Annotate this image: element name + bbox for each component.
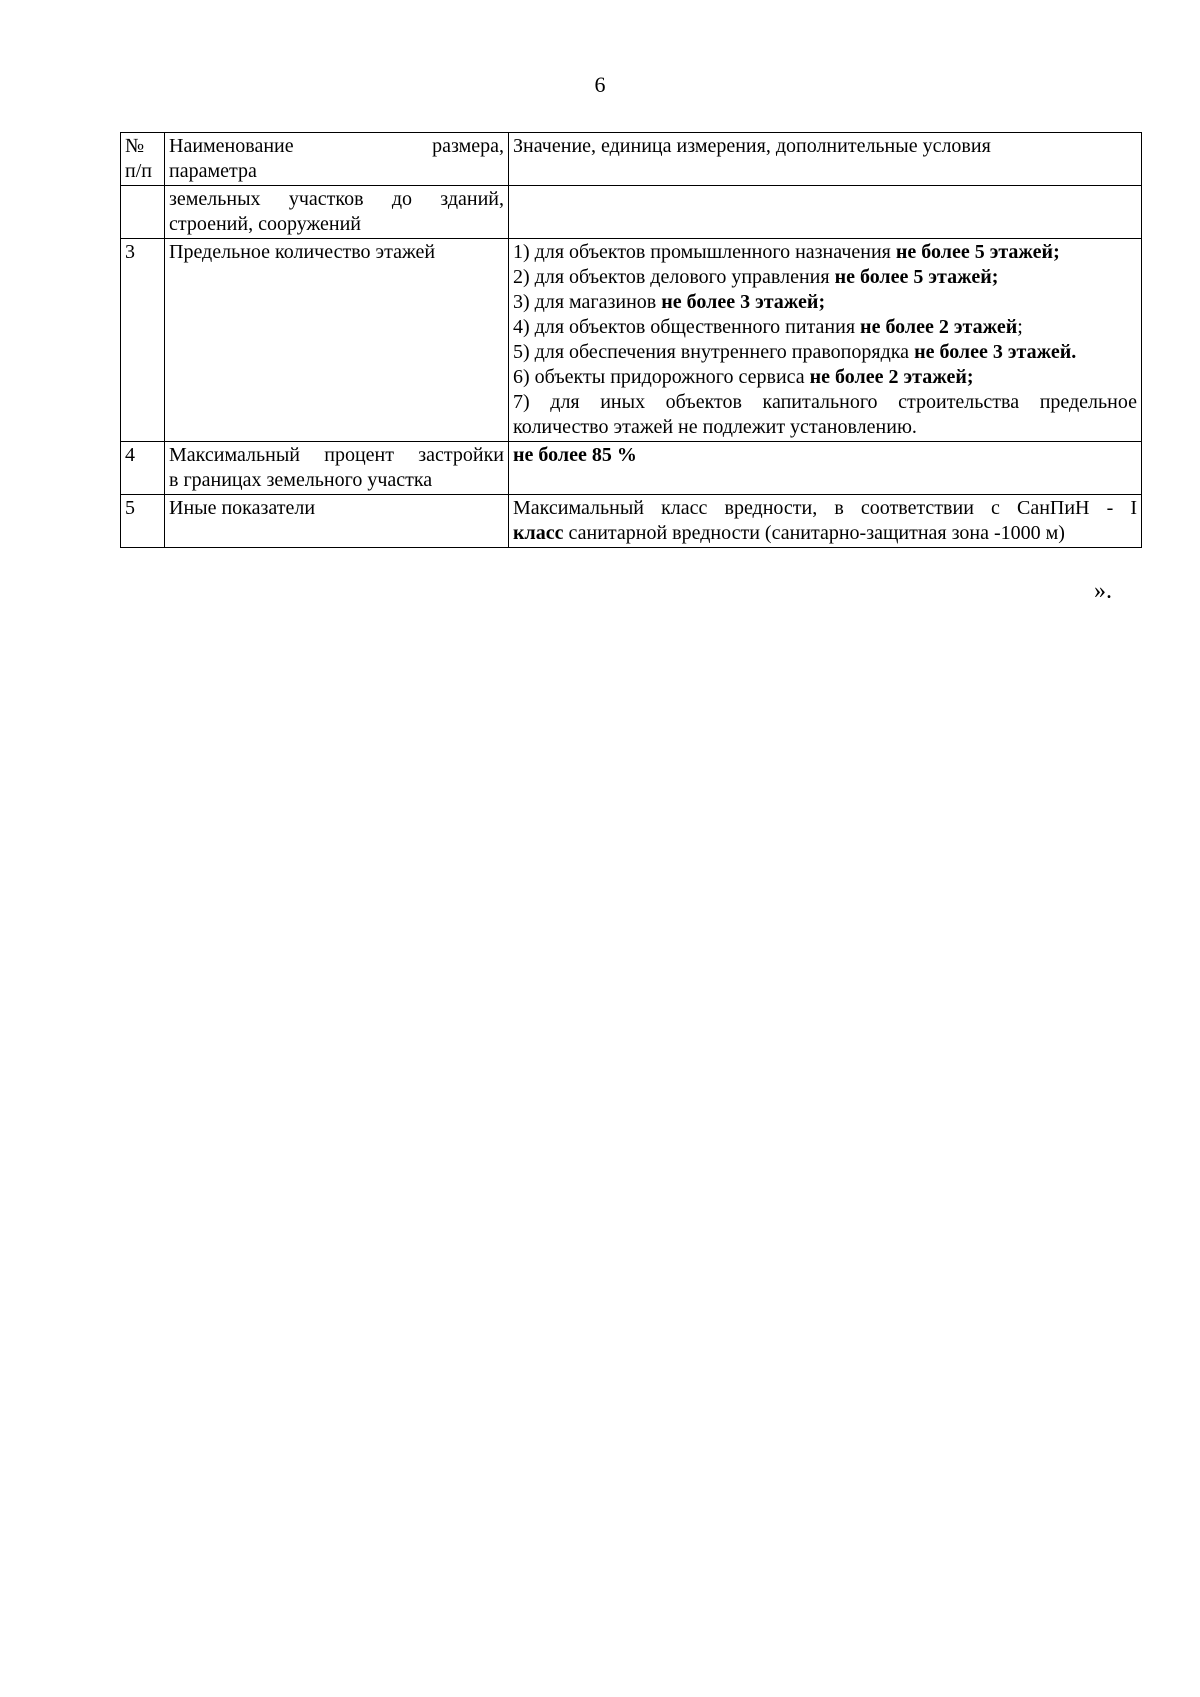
header-number-line2: п/п xyxy=(125,160,152,182)
hazard-class-line1: Максимальный класс вредности, в соответствии с СанПиН - I xyxy=(513,497,1137,519)
header-name-word2: размера, xyxy=(432,135,504,157)
row-name-line2: в границах земельного участка xyxy=(169,469,433,491)
row-name-line1: Максимальный процент застройки xyxy=(169,444,504,466)
row-name-line1: земельных участков до зданий, xyxy=(169,188,504,210)
hazard-class-line2: класс санитарной вредности (санитарно-защитная зона -1000 м) xyxy=(513,522,1065,544)
floors-item-7-line1: 7) для иных объектов капитального строительства предельное xyxy=(513,391,1137,413)
row-value-cell xyxy=(509,495,1142,548)
header-name xyxy=(165,133,509,186)
table-row xyxy=(121,186,1142,239)
floors-item-7-line2: количество этажей не подлежит установлению. xyxy=(513,416,917,438)
floors-item: 5) для обеспечения внутреннего правопорядка не более 3 этажей. xyxy=(513,341,1077,363)
row-name-line2: строений, сооружений xyxy=(169,213,361,235)
floors-item: 2) для объектов делового управления не более 5 этажей; xyxy=(513,266,999,288)
header-name-line1 xyxy=(169,134,504,159)
header-name-word1: Наименование xyxy=(169,135,294,157)
header-value: Значение, единица измерения, дополнительные условия xyxy=(509,133,1142,186)
table-header-row xyxy=(121,133,1142,186)
row-name-cell: Предельное количество этажей xyxy=(165,239,509,442)
floors-item: 4) для объектов общественного питания не более 2 этажей; xyxy=(513,316,1023,338)
row-name-cell xyxy=(165,442,509,495)
floors-item: 6) объекты придорожного сервиса не более 2 этажей; xyxy=(513,366,974,388)
header-number xyxy=(121,133,165,186)
row-number-cell xyxy=(121,186,165,239)
row-number-cell: 5 xyxy=(121,495,165,548)
row-value-cell xyxy=(509,186,1142,239)
row-value-cell xyxy=(509,239,1142,442)
table-row xyxy=(121,495,1142,548)
row-name-cell xyxy=(165,186,509,239)
row-number-cell: 3 xyxy=(121,239,165,442)
floors-item: 3) для магазинов не более 3 этажей; xyxy=(513,291,826,313)
row-name-cell: Иные показатели xyxy=(165,495,509,548)
coverage-value: не более 85 % xyxy=(513,444,637,466)
page-number: 6 xyxy=(594,72,606,97)
row-value-cell xyxy=(509,442,1142,495)
table-row xyxy=(121,239,1142,442)
header-name-line2: параметра xyxy=(169,160,257,182)
floors-item: 1) для объектов промышленного назначения не более 5 этажей; xyxy=(513,241,1060,263)
header-number-line1: № xyxy=(125,135,145,157)
closing-quote: ». xyxy=(1094,578,1112,604)
parameters-table xyxy=(120,132,1142,548)
table-row xyxy=(121,442,1142,495)
row-number-cell: 4 xyxy=(121,442,165,495)
